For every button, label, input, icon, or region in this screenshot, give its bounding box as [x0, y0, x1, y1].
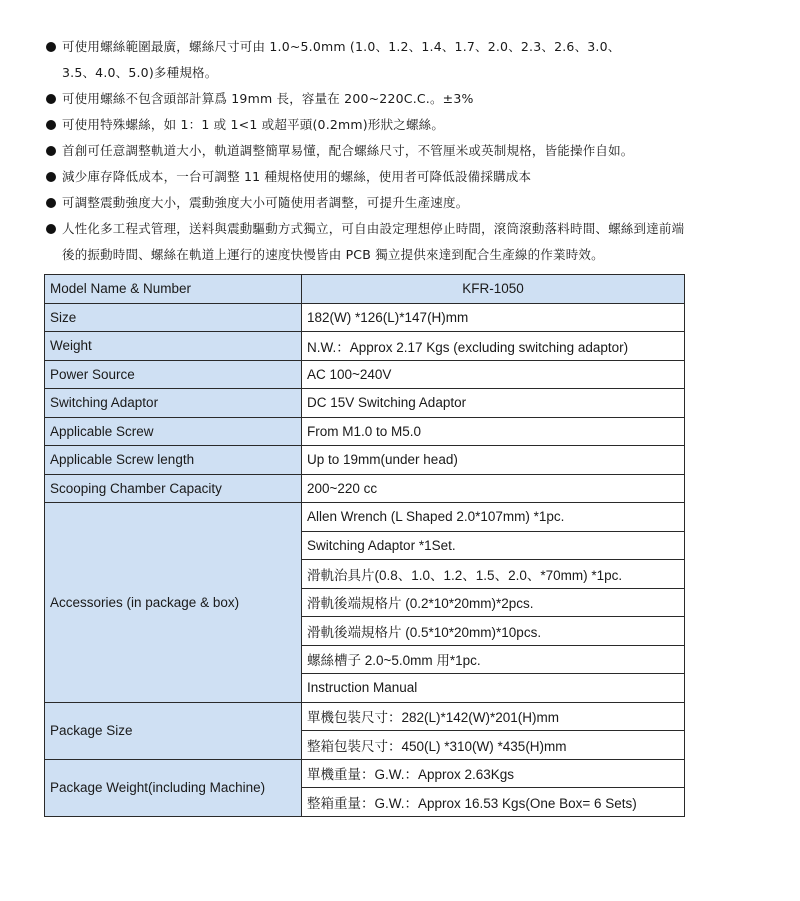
table-row: [45, 389, 685, 418]
spec-value: Up to 19mm(under head): [302, 446, 685, 475]
feature-bullet: [44, 164, 784, 190]
table-row: [45, 332, 685, 361]
bullet-text: 減少庫存降低成本，一台可調整 11 種規格使用的螺絲，使用者可降低設備採購成本: [62, 169, 532, 184]
spec-label: Package Weight(including Machine): [45, 759, 302, 816]
table-row: [45, 702, 685, 731]
spec-label: Power Source: [45, 360, 302, 389]
bullet-text: 可使用特殊螺絲，如 1：1 或 1<1 或超平頭(0.2mm)形狀之螺絲。: [62, 117, 445, 132]
spec-value: Allen Wrench (L Shaped 2.0*107mm) *1pc.: [302, 503, 685, 532]
spec-label: Size: [45, 303, 302, 332]
bullet-dot-icon: [46, 146, 56, 156]
spec-label: Applicable Screw: [45, 417, 302, 446]
bullet-text: 可調整震動強度大小，震動強度大小可隨使用者調整，可提升生產速度。: [62, 195, 469, 210]
header-label: Model Name & Number: [45, 275, 302, 304]
spec-value: 滑軌治具片(0.8、1.0、1.2、1.5、2.0、*70mm) *1pc.: [302, 560, 685, 589]
feature-bullet: [44, 34, 784, 86]
table-row: [45, 303, 685, 332]
feature-bullet: [44, 190, 784, 216]
bullet-text: 首創可任意調整軌道大小，軌道調整簡單易懂，配合螺絲尺寸，不管厘米或英制規格，皆能操作自如。: [62, 143, 634, 158]
table-header-row: [45, 275, 685, 304]
spec-label: Scooping Chamber Capacity: [45, 474, 302, 503]
table-row: [45, 417, 685, 446]
spec-value: 182(W) *126(L)*147(H)mm: [302, 303, 685, 332]
feature-bullet: [44, 86, 784, 112]
feature-bullet: [44, 216, 784, 268]
spec-value: N.W.：Approx 2.17 Kgs (excluding switching adaptor): [302, 332, 685, 361]
spec-value: Instruction Manual: [302, 674, 685, 703]
spec-label: Package Size: [45, 702, 302, 759]
table-row: [45, 759, 685, 788]
bullet-dot-icon: [46, 120, 56, 130]
feature-list: [44, 34, 784, 268]
spec-label: Weight: [45, 332, 302, 361]
bullet-dot-icon: [46, 224, 56, 234]
table-row: [45, 474, 685, 503]
feature-bullet: [44, 112, 784, 138]
table-row: [45, 446, 685, 475]
spec-table: [44, 274, 685, 817]
spec-value: 滑軌後端規格片 (0.2*10*20mm)*2pcs.: [302, 588, 685, 617]
table-row: [45, 360, 685, 389]
bullet-text-continued: 後的振動時間、螺絲在軌道上運行的速度快慢皆由 PCB 獨立提供來達到配合生產線的作業時效。: [62, 247, 604, 262]
spec-value: 螺絲槽子 2.0~5.0mm 用*1pc.: [302, 645, 685, 674]
spec-value: 單機重量：G.W.：Approx 2.63Kgs: [302, 759, 685, 788]
spec-value: 滑軌後端規格片 (0.5*10*20mm)*10pcs.: [302, 617, 685, 646]
bullet-dot-icon: [46, 172, 56, 182]
table-row: [45, 503, 685, 532]
spec-label: Accessories (in package & box): [45, 503, 302, 703]
bullet-text-continued: 3.5、4.0、5.0)多種規格。: [62, 65, 218, 80]
bullet-text: 可使用螺絲不包含頭部計算爲 19mm 長，容量在 200~220C.C.。±3%: [62, 91, 474, 106]
spec-value: 整箱重量：G.W.：Approx 16.53 Kgs(One Box= 6 Sets): [302, 788, 685, 817]
spec-value: 單機包裝尺寸：282(L)*142(W)*201(H)mm: [302, 702, 685, 731]
bullet-text: 人性化多工程式管理，送料與震動驅動方式獨立，可自由設定理想停止時間，滾筒滾動落料時間、螺絲到達前端: [62, 221, 685, 236]
spec-value: DC 15V Switching Adaptor: [302, 389, 685, 418]
feature-bullet: [44, 138, 784, 164]
spec-label: Applicable Screw length: [45, 446, 302, 475]
spec-value: AC 100~240V: [302, 360, 685, 389]
bullet-dot-icon: [46, 94, 56, 104]
spec-value: 整箱包裝尺寸：450(L) *310(W) *435(H)mm: [302, 731, 685, 760]
bullet-text: 可使用螺絲範圍最廣，螺絲尺寸可由 1.0~5.0mm (1.0、1.2、1.4、1.7、2.0、2.3、2.6、3.0、: [62, 39, 621, 54]
spec-value: Switching Adaptor *1Set.: [302, 531, 685, 560]
bullet-dot-icon: [46, 42, 56, 52]
spec-value: 200~220 cc: [302, 474, 685, 503]
spec-label: Switching Adaptor: [45, 389, 302, 418]
bullet-dot-icon: [46, 198, 56, 208]
model-number: KFR-1050: [302, 275, 685, 304]
spec-value: From M1.0 to M5.0: [302, 417, 685, 446]
